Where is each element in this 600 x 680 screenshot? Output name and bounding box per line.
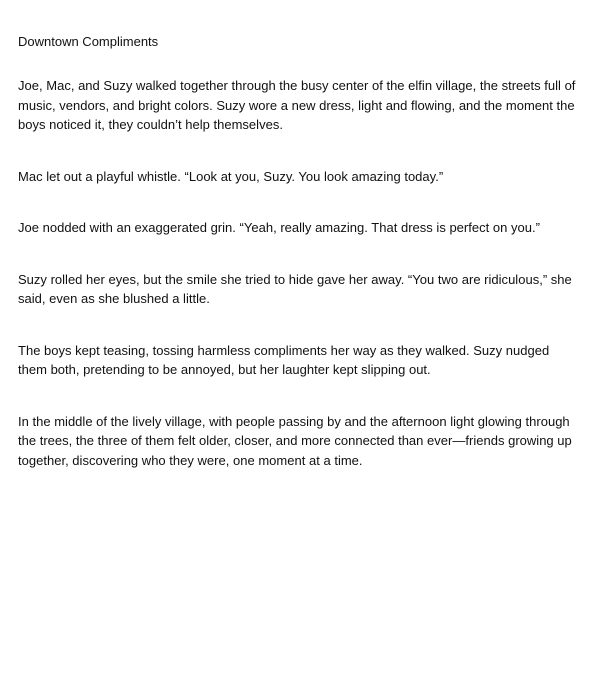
paragraph-1: Joe, Mac, and Suzy walked together through the busy center of the elfin village, the streets full of music, vendors, and bright colors. Suzy wore a new dress, light and flowing, and the moment the boys noticed it, they couldn’t help themselves. bbox=[18, 78, 576, 132]
paragraph-6: In the middle of the lively village, with people passing by and the afternoon light glowing through the trees, the three of them felt older, closer, and more connected than ever—friends growing up together, discovering who they were, one moment at a time. bbox=[18, 413, 572, 468]
paragraph-3: Joe nodded with an exaggerated grin. “Yeah, really amazing. That dress is perfect on you.” bbox=[18, 220, 540, 235]
paragraph-2: Mac let out a playful whistle. “Look at you, Suzy. You look amazing today.” bbox=[18, 168, 444, 184]
document-title: Downtown Compliments bbox=[18, 34, 159, 49]
paragraph-4: Suzy rolled her eyes, but the smile she tried to hide gave her away. “You two are ridiculous,” she said, even as she blushed a little. bbox=[18, 271, 572, 306]
paragraph-5: The boys kept teasing, tossing harmless compliments her way as they walked. Suzy nudged them both, pretending to be annoyed, but her laughter kept slipping out. bbox=[18, 342, 550, 377]
